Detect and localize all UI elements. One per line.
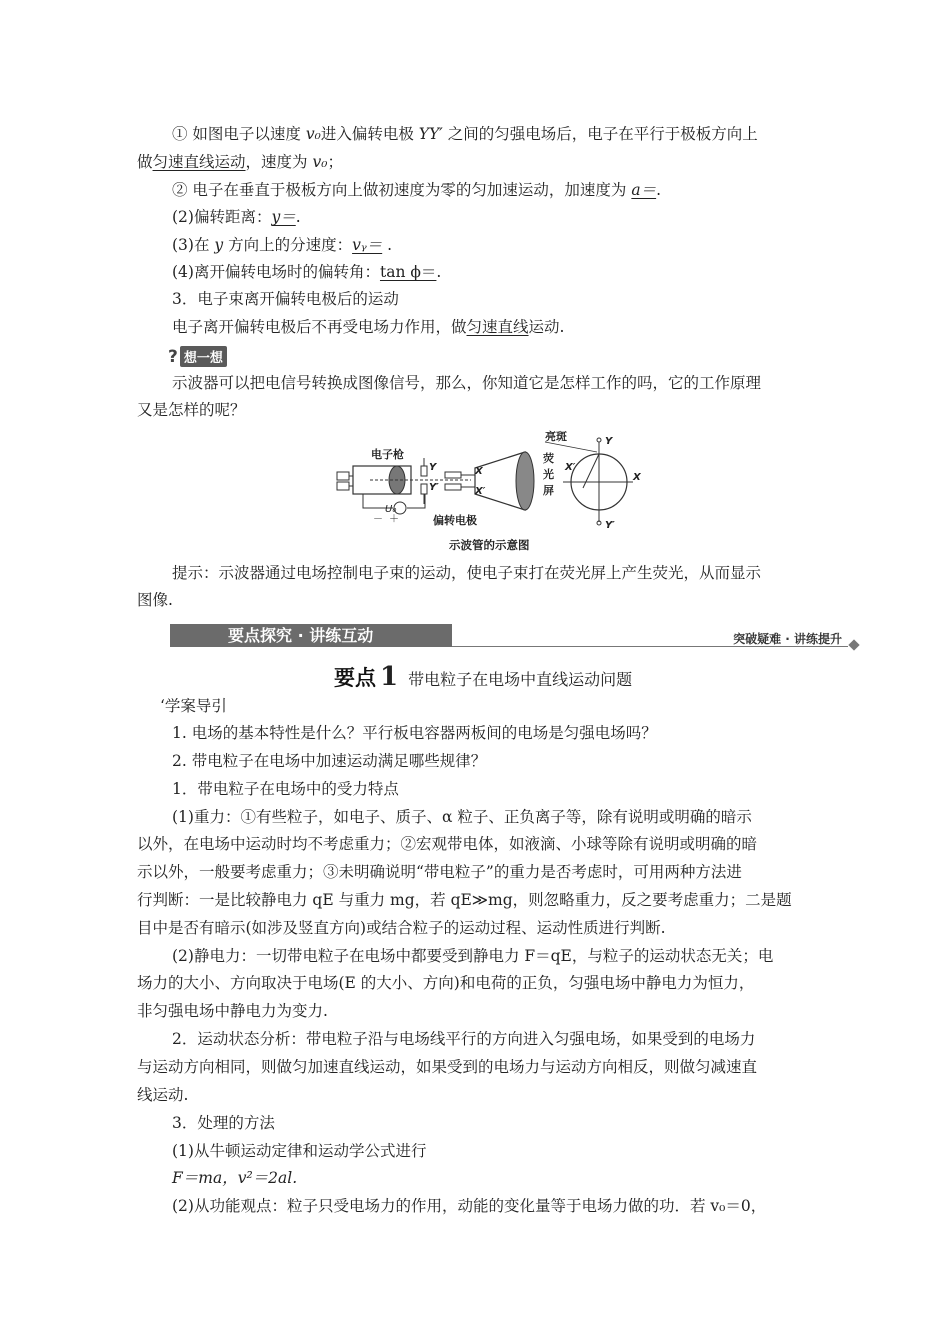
figure-caption: 示波管的示意图 — [449, 538, 530, 552]
banner-title: 要点探究 · 讲练互动 — [228, 626, 374, 645]
label-screen-x: X — [633, 472, 641, 483]
paragraph-line: (2)从功能观点：粒子只受电场力的作用，动能的变化量等于电场力做的功．若 v₀＝0， — [172, 1197, 767, 1215]
paragraph-line: (3)在 y 方向上的分速度：vᵧ＝ . — [172, 236, 393, 254]
paragraph-line: 非匀强电场中静电力为变力. — [137, 1002, 328, 1020]
paragraph-line: 示波器可以把电信号转换成图像信号，那么，你知道它是怎样工作的吗，它的工作原理 — [172, 374, 762, 392]
label-x-plate: X — [475, 466, 483, 477]
label-screen-2: 光 — [543, 468, 554, 481]
guide-question: 2. 带电粒子在电场中加速运动满足哪些规律？ — [172, 752, 487, 770]
label-screen-y-prime: Y′ — [605, 520, 615, 531]
label-screen-x-prime: X′ — [565, 462, 576, 473]
blank-answer: 匀速直线运动 — [152, 153, 246, 171]
blank-answer: y＝ — [271, 208, 296, 226]
guide-question: 1. 电场的基本特性是什么？平行板电容器两板间的电场是匀强电场吗？ — [172, 724, 657, 742]
label-electron-gun: 电子枪 — [371, 448, 404, 461]
label-u0: U₀ — [385, 504, 397, 515]
section-heading: 3．处理的方法 — [172, 1114, 275, 1132]
label-screen-y: Y — [605, 436, 613, 447]
paragraph-line: 行判断：一是比较静电力 qE 与重力 mg，若 qE≫mg，则忽略重力，反之要考虑重力；二是题 — [137, 891, 792, 909]
banner-subtitle: 突破疑难 · 讲练提升 — [733, 632, 842, 646]
blank-answer: a＝ — [631, 181, 657, 199]
paragraph-line: (2)静电力：一切带电粒子在电场中都要受到静电力 F＝qE，与粒子的运动状态无关；电 — [172, 947, 774, 965]
paragraph-line: 做匀速直线运动，速度为 v₀； — [137, 153, 343, 171]
label-x-prime-plate: X′ — [475, 486, 486, 497]
paragraph-line: ① 如图电子以速度 v₀进入偏转电极 YY′ 之间的匀强电场后，电子在平行于极板方向上 — [172, 125, 758, 143]
diamond-icon — [848, 639, 859, 650]
paragraph-line: 目中是否有暗示(如涉及竖直方向)或结合粒子的运动过程、运动性质进行判断. — [137, 919, 666, 937]
paragraph-line: (1)重力：①有些粒子，如电子、质子、α 粒子、正负离子等，除有说明或明确的暗示 — [172, 808, 752, 826]
label-screen-3: 屏 — [543, 484, 554, 497]
blank-answer: tan ϕ＝ — [379, 263, 437, 281]
paragraph-line: 与运动方向相同，则做匀加速直线运动，如果受到的电场力与运动方向相反，则做匀减速直 — [137, 1058, 758, 1076]
formula-line: F＝ma，v²＝2al. — [172, 1169, 298, 1187]
question-icon: ? — [168, 346, 178, 367]
paragraph-line: 又是怎样的呢？ — [137, 401, 246, 419]
paragraph-line: ② 电子在垂直于极板方向上做初速度为零的匀加速运动，加速度为 a＝. — [172, 181, 662, 199]
paragraph-line: (2)偏转距离：y＝. — [172, 208, 301, 226]
paragraph-line: 线运动. — [137, 1086, 189, 1104]
section-heading: 3．电子束离开偏转电极后的运动 — [172, 290, 399, 308]
paragraph-line: (1)从牛顿运动定律和运动学公式进行 — [172, 1142, 427, 1160]
label-bright-spot: 亮斑 — [545, 430, 567, 443]
paragraph-line: 以外，在电场中运动时均不考虑重力；②宏观带电体，如液滴、小球等除有说明或明确的暗 — [137, 835, 758, 853]
paragraph-line: (4)离开偏转电场时的偏转角：tan ϕ＝. — [172, 263, 442, 281]
label-y-prime-plate: Y′ — [429, 482, 439, 493]
label-minus: － — [373, 514, 383, 525]
label-deflection-plates: 偏转电极 — [433, 514, 477, 527]
label-plus: ＋ — [389, 514, 399, 525]
paragraph-line: 图像. — [137, 591, 173, 609]
paragraph-line: 电子离开偏转电极后不再受电场力作用，做匀速直线运动. — [172, 318, 565, 336]
section-banner — [170, 624, 860, 654]
paragraph-line: 提示：示波器通过电场控制电子束的运动，使电子束打在荧光屏上产生荧光，从而显示 — [172, 564, 762, 582]
label-y-plate: Y — [429, 462, 437, 473]
blank-answer: 匀速直线 — [466, 318, 529, 336]
keypoint-title: 带电粒子在电场中直线运动问题 — [408, 670, 633, 689]
keypoint-number: 1 — [380, 662, 399, 692]
think-badge — [168, 347, 227, 366]
guide-label: ʻ学案导引 — [160, 697, 227, 715]
paragraph-line: 示以外，一般要考虑重力；③未明确说明“带电粒子”的重力是否考虑时，可用两种方法进 — [137, 863, 742, 881]
keypoint-label: 要点 — [334, 666, 376, 690]
paragraph-line: 场力的大小、方向取决于电场(E 的大小、方向)和电荷的正负，匀强电场中静电力为恒力， — [137, 974, 755, 992]
keypoint-heading — [334, 662, 632, 692]
oscilloscope-diagram — [335, 428, 665, 534]
think-label: 想一想 — [180, 346, 227, 367]
label-screen-1: 荧 — [543, 452, 554, 465]
blank-answer: vᵧ＝ — [352, 236, 383, 254]
paragraph-line: 2．运动状态分析：带电粒子沿与电场线平行的方向进入匀强电场，如果受到的电场力 — [172, 1030, 756, 1048]
section-heading: 1．带电粒子在电场中的受力特点 — [172, 780, 399, 798]
